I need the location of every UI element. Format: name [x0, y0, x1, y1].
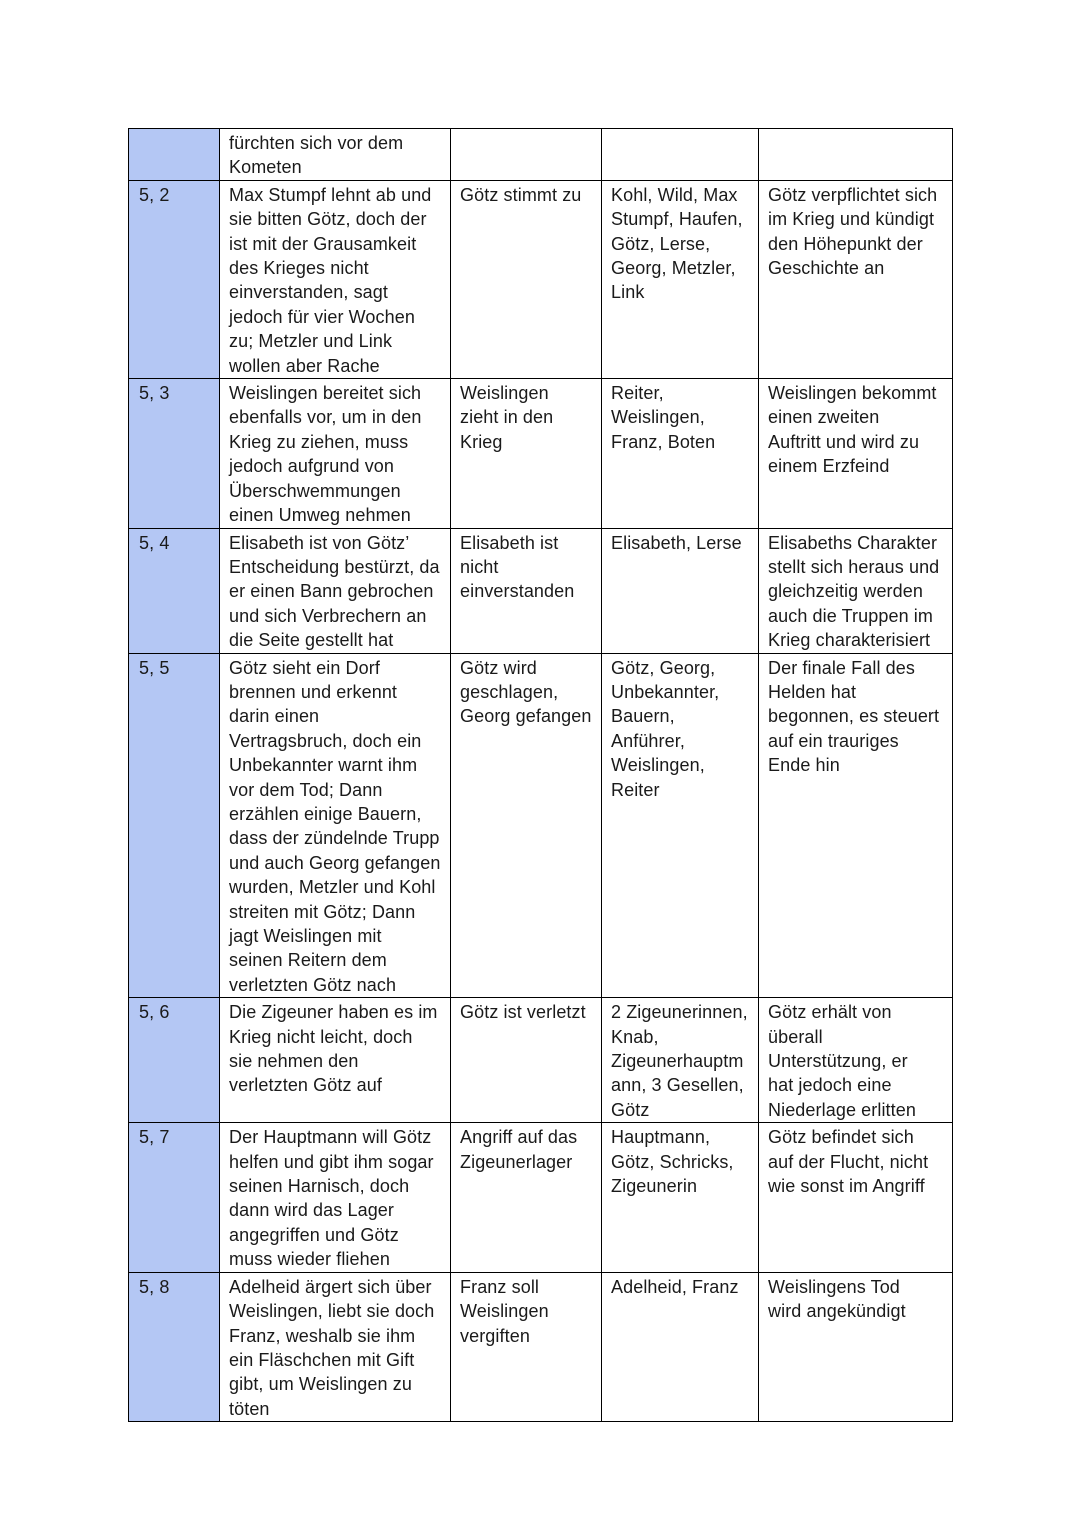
table-row: [129, 528, 953, 653]
table-row: [129, 379, 953, 528]
characters-cell: Götz, Georg, Unbekannter, Bauern, Anführer, Weislingen, Reiter: [602, 653, 759, 998]
table-row: [129, 998, 953, 1123]
content-cell: Der Hauptmann will Götz helfen und gibt ihm sogar seinen Harnisch, doch dann wird das Lager angegriffen und Götz muss wieder fliehen: [220, 1123, 451, 1272]
event-cell: Götz stimmt zu: [451, 180, 602, 378]
event-cell: Angriff auf das Zigeunerlager: [451, 1123, 602, 1272]
table-row: [129, 1123, 953, 1272]
function-cell: [759, 129, 953, 181]
characters-cell: 2 Zigeunerinnen, Knab, Zigeunerhauptm ann, 3 Gesellen, Götz: [602, 998, 759, 1123]
table-row: [129, 129, 953, 181]
table-row: [129, 1272, 953, 1421]
scene-number-cell: 5, 7: [129, 1123, 220, 1272]
function-cell: Der finale Fall des Helden hat begonnen, es steuert auf ein trauriges Ende hin: [759, 653, 953, 998]
characters-cell: Kohl, Wild, Max Stumpf, Haufen, Götz, Lerse, Georg, Metzler, Link: [602, 180, 759, 378]
event-cell: Elisabeth ist nicht einverstanden: [451, 528, 602, 653]
table-row: [129, 180, 953, 378]
scene-number-cell: 5, 3: [129, 379, 220, 528]
function-cell: Weislingens Tod wird angekündigt: [759, 1272, 953, 1421]
function-cell: Götz befindet sich auf der Flucht, nicht wie sonst im Angriff: [759, 1123, 953, 1272]
characters-cell: Reiter, Weislingen, Franz, Boten: [602, 379, 759, 528]
characters-cell: Adelheid, Franz: [602, 1272, 759, 1421]
event-cell: Weislingen zieht in den Krieg: [451, 379, 602, 528]
event-cell: [451, 129, 602, 181]
characters-cell: Hauptmann, Götz, Schricks, Zigeunerin: [602, 1123, 759, 1272]
function-cell: Elisabeths Charakter stellt sich heraus und gleichzeitig werden auch die Truppen im Krieg charakterisiert: [759, 528, 953, 653]
scene-number-cell: 5, 2: [129, 180, 220, 378]
content-cell: Götz sieht ein Dorf brennen und erkennt darin einen Vertragsbruch, doch ein Unbekannter warnt ihm vor dem Tod; Dann erzählen einige Bauern, dass der zündelnde Trupp und auch Georg gefangen wurden, Metzler und Kohl streiten mit Götz; Dann jagt Weislingen mit seinen Reitern dem verletzten Götz nach: [220, 653, 451, 998]
event-cell: Franz soll Weislingen vergiften: [451, 1272, 602, 1421]
characters-cell: Elisabeth, Lerse: [602, 528, 759, 653]
content-cell: Elisabeth ist von Götz’ Entscheidung bestürzt, da er einen Bann gebrochen und sich Verbrechern an die Seite gestellt hat: [220, 528, 451, 653]
table-row: [129, 653, 953, 998]
scene-number-cell: 5, 4: [129, 528, 220, 653]
function-cell: Weislingen bekommt einen zweiten Auftritt und wird zu einem Erzfeind: [759, 379, 953, 528]
function-cell: Götz erhält von überall Unterstützung, er hat jedoch eine Niederlage erlitten: [759, 998, 953, 1123]
content-cell: Die Zigeuner haben es im Krieg nicht leicht, doch sie nehmen den verletzten Götz auf: [220, 998, 451, 1123]
function-cell: Götz verpflichtet sich im Krieg und kündigt den Höhepunkt der Geschichte an: [759, 180, 953, 378]
content-cell: Max Stumpf lehnt ab und sie bitten Götz, doch der ist mit der Grausamkeit des Krieges nicht einverstanden, sagt jedoch für vier Wochen zu; Metzler und Link wollen aber Rache: [220, 180, 451, 378]
content-cell: Adelheid ärgert sich über Weislingen, liebt sie doch Franz, weshalb sie ihm ein Fläschchen mit Gift gibt, um Weislingen zu töten: [220, 1272, 451, 1421]
scene-number-cell: [129, 129, 220, 181]
event-cell: Götz wird geschlagen, Georg gefangen: [451, 653, 602, 998]
content-cell: Weislingen bereitet sich ebenfalls vor, um in den Krieg zu ziehen, muss jedoch aufgrund von Überschwemmungen einen Umweg nehmen: [220, 379, 451, 528]
content-cell: fürchten sich vor dem Kometen: [220, 129, 451, 181]
scene-number-cell: 5, 8: [129, 1272, 220, 1421]
event-cell: Götz ist verletzt: [451, 998, 602, 1123]
scene-analysis-table: [128, 128, 953, 1422]
characters-cell: [602, 129, 759, 181]
scene-number-cell: 5, 5: [129, 653, 220, 998]
scene-number-cell: 5, 6: [129, 998, 220, 1123]
